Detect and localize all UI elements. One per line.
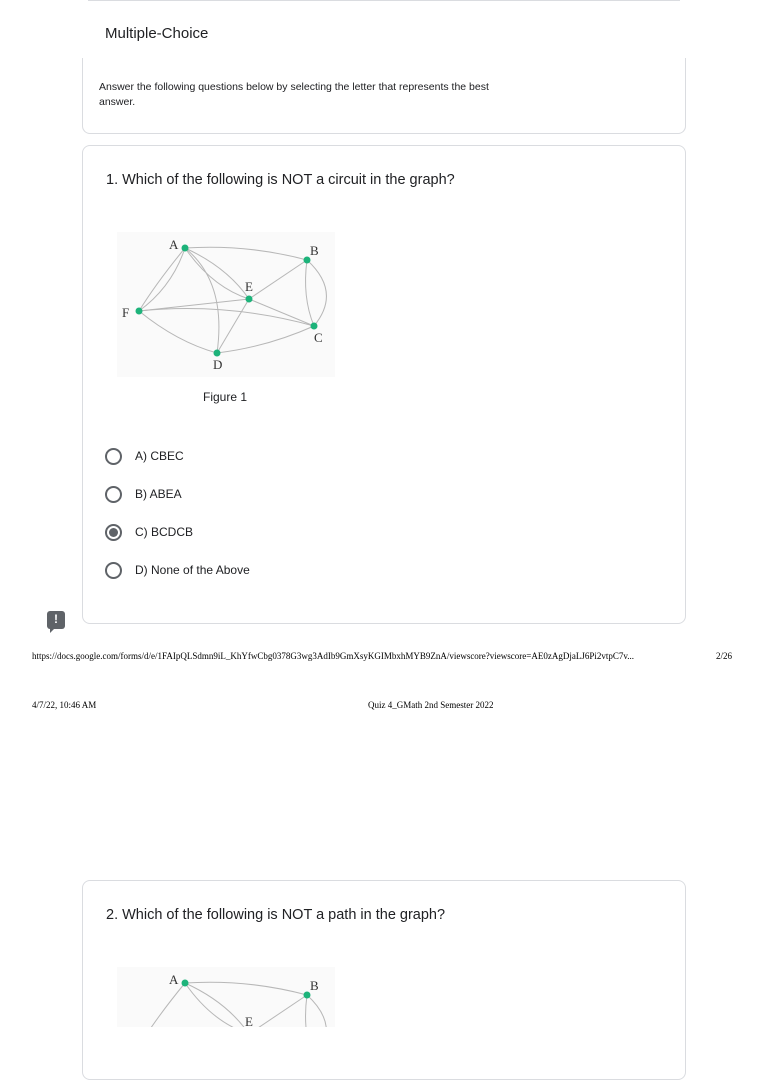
option-c[interactable] — [105, 522, 193, 542]
description-card — [82, 58, 686, 134]
label-e: E — [245, 1014, 253, 1027]
edge-a-f — [139, 248, 185, 311]
edge-b-e — [249, 995, 307, 1027]
feedback-icon[interactable]: ! — [47, 611, 65, 629]
option-a-label: A) CBEC — [135, 449, 184, 463]
option-d[interactable] — [105, 560, 250, 580]
figure-caption: Figure 1 — [203, 390, 248, 404]
option-c-label: C) BCDCB — [135, 525, 194, 539]
label-b: B — [310, 243, 319, 258]
radio-option-a[interactable] — [105, 448, 122, 465]
description-text: Answer the following questions below by selecting the letter that represents the best answer. — [99, 81, 489, 108]
graph-figure-2 — [117, 967, 335, 1027]
print-footer-url: https://docs.google.com/forms/d/e/1FAIpQLSdmn9iL_KhYfwCbg0378G3wg3AdIb9GmXsyKGIMbxhMYB9ZnA/viewscore?viewscore=AE0zAgDjaLJ6Pi2vtpC7v... — [32, 651, 635, 661]
label-f: F — [122, 305, 130, 320]
radio-selected-dot — [109, 528, 118, 537]
node-f — [136, 308, 143, 315]
node-a — [182, 245, 189, 252]
label-a: A — [169, 972, 179, 987]
edge-a-f-2 — [139, 248, 185, 311]
node-e — [246, 296, 253, 303]
node-a — [182, 980, 189, 987]
option-d-label: D) None of the Above — [135, 563, 250, 577]
edge-a-e-2 — [185, 983, 249, 1027]
edge-d-c — [217, 326, 314, 353]
edge-b-e — [249, 260, 307, 299]
question-card-1 — [82, 145, 686, 624]
option-a[interactable] — [105, 446, 184, 466]
edge-a-e — [185, 983, 249, 1027]
label-b: B — [310, 978, 319, 993]
node-d — [214, 350, 221, 357]
edge-e-d — [217, 299, 249, 353]
label-e: E — [245, 279, 253, 294]
radio-option-d[interactable] — [105, 562, 122, 579]
section-title: Multiple-Choice — [105, 25, 209, 42]
print-header-datetime: 4/7/22, 10:46 AM — [32, 700, 97, 710]
edge-b-c — [306, 260, 314, 326]
edge-a-e-2 — [185, 248, 249, 299]
graph-figure-1 — [117, 232, 335, 377]
edge-b-c-2 — [307, 995, 326, 1027]
edge-f-c — [139, 309, 314, 326]
edge-a-b — [185, 247, 307, 260]
edge-a-e — [185, 248, 249, 299]
edge-e-c — [249, 299, 314, 326]
edge-a-b — [185, 982, 307, 995]
option-b[interactable] — [105, 484, 182, 504]
radio-option-b[interactable] — [105, 486, 122, 503]
label-c: C — [314, 330, 323, 345]
edge-f-d — [139, 311, 217, 353]
edge-b-c — [306, 995, 314, 1027]
option-b-label: B) ABEA — [135, 487, 182, 501]
print-footer-page: 2/26 — [716, 651, 733, 661]
node-c — [311, 323, 318, 330]
question-2-text: 2. Which of the following is NOT a path in the graph? — [106, 907, 446, 923]
label-d: D — [213, 357, 223, 372]
edge-a-f — [139, 983, 185, 1027]
question-1-text: 1. Which of the following is NOT a circuit in the graph? — [106, 172, 455, 188]
print-header-title: Quiz 4_GMath 2nd Semester 2022 — [368, 700, 494, 710]
radio-option-c-selected[interactable] — [105, 524, 122, 541]
question-card-2 — [82, 880, 686, 1080]
edge-b-c-2 — [307, 260, 326, 326]
label-a: A — [169, 237, 179, 252]
top-divider — [88, 0, 680, 1]
